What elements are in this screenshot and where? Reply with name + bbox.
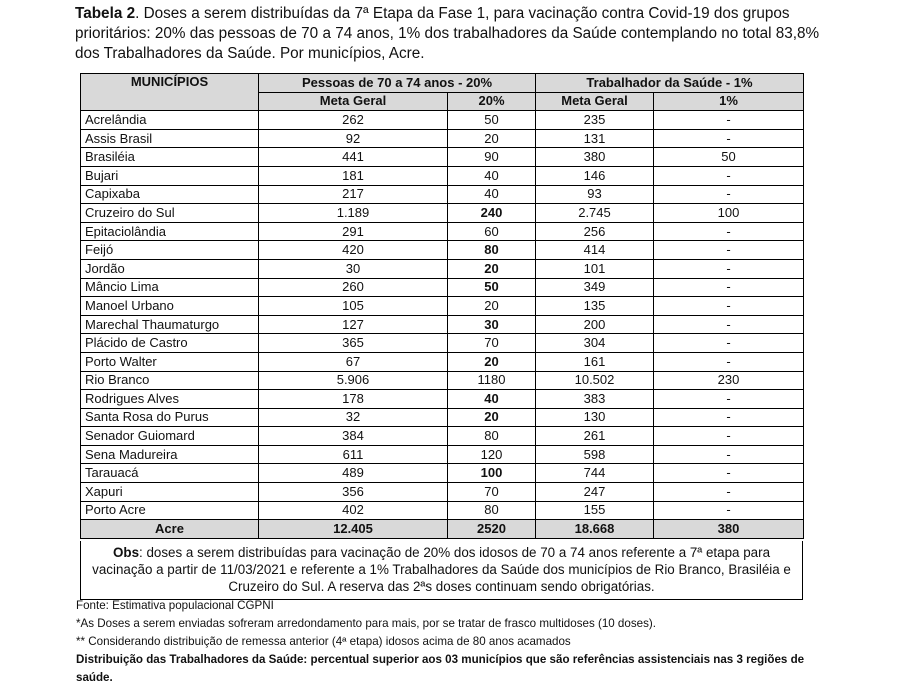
- cell-municipio: Manoel Urbano: [81, 297, 259, 316]
- cell-total-pct-trabalhador: 380: [654, 520, 804, 539]
- observation-box: [80, 541, 803, 600]
- cell-pct-idosos: 20: [448, 352, 536, 371]
- cell-meta-geral-idosos: 489: [259, 464, 448, 483]
- obs-label: Obs: [112, 545, 140, 560]
- cell-pct-idosos: 120: [448, 445, 536, 464]
- cell-pct-idosos: 90: [448, 148, 536, 167]
- cell-pct-trabalhador: -: [654, 464, 804, 483]
- cell-pct-idosos: 20: [448, 408, 536, 427]
- cell-pct-idosos: 80: [448, 241, 536, 260]
- header-meta-geral-idosos: Meta Geral: [259, 92, 448, 111]
- cell-municipio: Plácido de Castro: [81, 334, 259, 353]
- cell-municipio: Epitaciolândia: [81, 222, 259, 241]
- cell-meta-geral-trabalhador: 93: [536, 185, 654, 204]
- cell-meta-geral-trabalhador: 414: [536, 241, 654, 260]
- cell-pct-trabalhador: -: [654, 111, 804, 130]
- header-pct-idosos: 20%: [448, 92, 536, 111]
- cell-meta-geral-trabalhador: 135: [536, 297, 654, 316]
- cell-meta-geral-trabalhador: 256: [536, 222, 654, 241]
- cell-municipio: Porto Walter: [81, 352, 259, 371]
- cell-meta-geral-trabalhador: 155: [536, 501, 654, 520]
- table-row: [81, 129, 804, 148]
- cell-meta-geral-idosos: 105: [259, 297, 448, 316]
- cell-meta-geral-idosos: 291: [259, 222, 448, 241]
- obs-text: : doses a serem distribuídas para vacinação de 20% dos idosos de 70 a 74 anos referente a 7ª etapa para vacinação a partir de 11/03/2021 e referente a 1% Trabalhadores da Saúde dos municípios de Rio Branco, Brasiléia e Cruzeiro do Sul. A reserva das 2ªs doses continuam sendo obrigatórias.: [92, 545, 791, 594]
- cell-meta-geral-trabalhador: 101: [536, 259, 654, 278]
- cell-municipio: Brasiléia: [81, 148, 259, 167]
- cell-municipio: Senador Guiomard: [81, 427, 259, 446]
- cell-meta-geral-trabalhador: 383: [536, 390, 654, 409]
- cell-pct-trabalhador: -: [654, 222, 804, 241]
- cell-pct-idosos: 30: [448, 315, 536, 334]
- cell-meta-geral-idosos: 611: [259, 445, 448, 464]
- cell-pct-trabalhador: 230: [654, 371, 804, 390]
- header-row-groups: [81, 74, 804, 93]
- cell-pct-idosos: 40: [448, 166, 536, 185]
- cell-pct-idosos: 60: [448, 222, 536, 241]
- cell-pct-idosos: 100: [448, 464, 536, 483]
- caption-text: . Doses a serem distribuídas da 7ª Etapa da Fase 1, para vacinação contra Covid-19 dos grupos prioritários: 20% das pessoas de 70 a 74 anos, 1% dos trabalhadores da Saúde contemplando no total 83,8% dos Trabalhadores da Saúde. Por municípios, Acre.: [75, 5, 820, 62]
- table-row: [81, 185, 804, 204]
- cell-municipio: Xapuri: [81, 483, 259, 502]
- cell-meta-geral-trabalhador: 380: [536, 148, 654, 167]
- caption-label: Tabela 2: [75, 5, 136, 22]
- cell-pct-idosos: 1180: [448, 371, 536, 390]
- cell-pct-trabalhador: -: [654, 352, 804, 371]
- table-row: [81, 483, 804, 502]
- cell-pct-idosos: 80: [448, 501, 536, 520]
- cell-pct-trabalhador: -: [654, 408, 804, 427]
- cell-municipio: Tarauacá: [81, 464, 259, 483]
- cell-pct-idosos: 70: [448, 483, 536, 502]
- cell-municipio: Feijó: [81, 241, 259, 260]
- cell-meta-geral-trabalhador: 235: [536, 111, 654, 130]
- cell-pct-trabalhador: -: [654, 483, 804, 502]
- header-municipios: MUNICÍPIOS: [81, 74, 259, 111]
- cell-meta-geral-idosos: 441: [259, 148, 448, 167]
- cell-pct-trabalhador: -: [654, 390, 804, 409]
- cell-pct-trabalhador: -: [654, 278, 804, 297]
- cell-pct-trabalhador: -: [654, 297, 804, 316]
- cell-meta-geral-trabalhador: 261: [536, 427, 654, 446]
- cell-total-meta-geral-trabalhador: 18.668: [536, 520, 654, 539]
- cell-meta-geral-idosos: 1.189: [259, 204, 448, 223]
- cell-meta-geral-trabalhador: 598: [536, 445, 654, 464]
- cell-pct-trabalhador: -: [654, 445, 804, 464]
- table-row: [81, 204, 804, 223]
- cell-pct-idosos: 240: [448, 204, 536, 223]
- cell-municipio: Jordão: [81, 259, 259, 278]
- cell-meta-geral-idosos: 92: [259, 129, 448, 148]
- table-row: [81, 297, 804, 316]
- cell-meta-geral-idosos: 365: [259, 334, 448, 353]
- table-row: [81, 427, 804, 446]
- footnotes: [76, 597, 836, 687]
- table-caption: [75, 4, 835, 64]
- cell-total-pct-idosos: 2520: [448, 520, 536, 539]
- header-pct-trabalhador: 1%: [654, 92, 804, 111]
- cell-pct-trabalhador: -: [654, 315, 804, 334]
- cell-pct-trabalhador: 100: [654, 204, 804, 223]
- cell-municipio: Rio Branco: [81, 371, 259, 390]
- table-row: [81, 334, 804, 353]
- cell-pct-trabalhador: -: [654, 166, 804, 185]
- cell-meta-geral-idosos: 5.906: [259, 371, 448, 390]
- table-row: [81, 352, 804, 371]
- cell-municipio: Marechal Thaumaturgo: [81, 315, 259, 334]
- cell-meta-geral-trabalhador: 247: [536, 483, 654, 502]
- cell-meta-geral-idosos: 127: [259, 315, 448, 334]
- cell-meta-geral-trabalhador: 200: [536, 315, 654, 334]
- cell-pct-idosos: 20: [448, 297, 536, 316]
- cell-municipio: Cruzeiro do Sul: [81, 204, 259, 223]
- header-group-trabalhador: Trabalhador da Saúde - 1%: [536, 74, 804, 93]
- cell-meta-geral-idosos: 32: [259, 408, 448, 427]
- cell-pct-idosos: 40: [448, 390, 536, 409]
- cell-municipio: Rodrigues Alves: [81, 390, 259, 409]
- cell-pct-trabalhador: -: [654, 427, 804, 446]
- table-row: [81, 445, 804, 464]
- table-row: [81, 259, 804, 278]
- cell-meta-geral-idosos: 217: [259, 185, 448, 204]
- header-meta-geral-trabalhador: Meta Geral: [536, 92, 654, 111]
- cell-pct-trabalhador: -: [654, 185, 804, 204]
- footnote-distribution: Distribuição das Trabalhadores da Saúde: percentual superior aos 03 municípios que são referências assistenciais nas 3 regiões de saúde.: [76, 653, 805, 684]
- cell-meta-geral-trabalhador: 146: [536, 166, 654, 185]
- table-row: [81, 390, 804, 409]
- cell-pct-trabalhador: 50: [654, 148, 804, 167]
- cell-meta-geral-trabalhador: 131: [536, 129, 654, 148]
- table-row: [81, 501, 804, 520]
- cell-meta-geral-idosos: 260: [259, 278, 448, 297]
- cell-municipio: Mâncio Lima: [81, 278, 259, 297]
- cell-meta-geral-idosos: 178: [259, 390, 448, 409]
- cell-meta-geral-trabalhador: 10.502: [536, 371, 654, 390]
- cell-meta-geral-trabalhador: 130: [536, 408, 654, 427]
- cell-pct-trabalhador: -: [654, 501, 804, 520]
- cell-total-meta-geral-idosos: 12.405: [259, 520, 448, 539]
- cell-municipio: Santa Rosa do Purus: [81, 408, 259, 427]
- cell-meta-geral-trabalhador: 304: [536, 334, 654, 353]
- cell-pct-idosos: 20: [448, 129, 536, 148]
- table-row: [81, 166, 804, 185]
- cell-meta-geral-idosos: 384: [259, 427, 448, 446]
- cell-municipio: Assis Brasil: [81, 129, 259, 148]
- cell-municipio: Bujari: [81, 166, 259, 185]
- cell-meta-geral-trabalhador: 2.745: [536, 204, 654, 223]
- cell-pct-idosos: 50: [448, 111, 536, 130]
- doses-table: [80, 73, 804, 539]
- cell-meta-geral-idosos: 181: [259, 166, 448, 185]
- table-row: [81, 408, 804, 427]
- cell-meta-geral-idosos: 420: [259, 241, 448, 260]
- cell-pct-idosos: 70: [448, 334, 536, 353]
- table-row: [81, 278, 804, 297]
- footnote-source: Fonte: Estimativa populacional CGPNI: [76, 599, 274, 612]
- table-row: [81, 222, 804, 241]
- cell-pct-idosos: 20: [448, 259, 536, 278]
- cell-meta-geral-trabalhador: 161: [536, 352, 654, 371]
- cell-total-name: Acre: [81, 520, 259, 539]
- cell-municipio: Porto Acre: [81, 501, 259, 520]
- cell-meta-geral-idosos: 262: [259, 111, 448, 130]
- cell-meta-geral-trabalhador: 349: [536, 278, 654, 297]
- cell-meta-geral-idosos: 402: [259, 501, 448, 520]
- footnote-rounding: *As Doses a serem enviadas sofreram arredondamento para mais, por se tratar de frasco multidoses (10 doses).: [76, 617, 656, 630]
- table-row: [81, 464, 804, 483]
- footnote-previous-batch: ** Considerando distribuição de remessa anterior (4ª etapa) idosos acima de 80 anos acamados: [76, 635, 571, 648]
- cell-meta-geral-idosos: 30: [259, 259, 448, 278]
- table-row: [81, 148, 804, 167]
- cell-pct-idosos: 80: [448, 427, 536, 446]
- header-group-idosos: Pessoas de 70 a 74 anos - 20%: [259, 74, 536, 93]
- table-row: [81, 241, 804, 260]
- cell-municipio: Sena Madureira: [81, 445, 259, 464]
- cell-meta-geral-idosos: 67: [259, 352, 448, 371]
- cell-meta-geral-trabalhador: 744: [536, 464, 654, 483]
- cell-municipio: Capixaba: [81, 185, 259, 204]
- cell-municipio: Acrelândia: [81, 111, 259, 130]
- table-row: [81, 315, 804, 334]
- cell-pct-idosos: 50: [448, 278, 536, 297]
- table-total-row: [81, 520, 804, 539]
- table-row: [81, 111, 804, 130]
- cell-pct-idosos: 40: [448, 185, 536, 204]
- table-row: [81, 371, 804, 390]
- table-body: [81, 111, 804, 539]
- cell-pct-trabalhador: -: [654, 334, 804, 353]
- cell-pct-trabalhador: -: [654, 129, 804, 148]
- cell-pct-trabalhador: -: [654, 259, 804, 278]
- cell-meta-geral-idosos: 356: [259, 483, 448, 502]
- cell-pct-trabalhador: -: [654, 241, 804, 260]
